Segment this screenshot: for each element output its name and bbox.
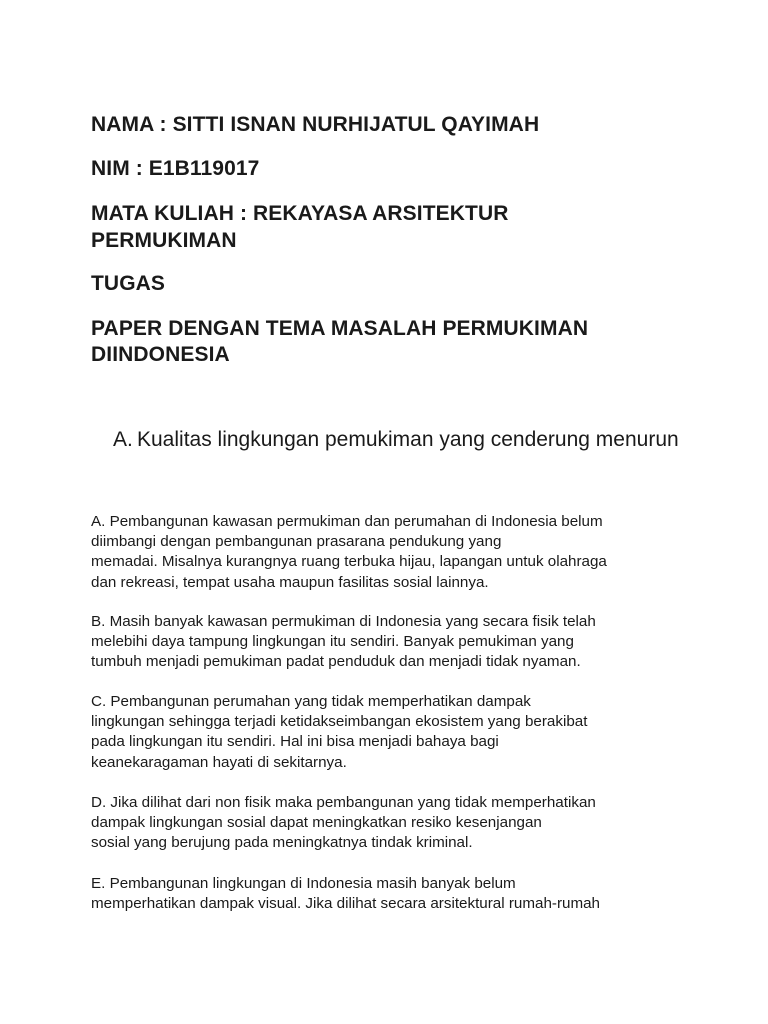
- header-nama: NAMA : SITTI ISNAN NURHIJATUL QAYIMAH: [91, 113, 540, 136]
- paragraph-line: memadai. Misalnya kurangnya ruang terbuka hijau, lapangan untuk olahraga: [91, 553, 607, 571]
- paragraph-line: tumbuh menjadi pemukiman padat penduduk dan menjadi tidak nyaman.: [91, 653, 581, 671]
- header-paper-line1: PAPER DENGAN TEMA MASALAH PERMUKIMAN: [91, 317, 589, 340]
- paragraph-line: A. Pembangunan kawasan permukiman dan perumahan di Indonesia belum: [91, 513, 603, 530]
- section-title-text: Kualitas lingkungan pemukiman yang cenderung menurun: [137, 428, 679, 451]
- paragraph-line: sosial yang berujung pada meningkatnya tindak kriminal.: [91, 834, 473, 852]
- section-marker: A.: [113, 428, 133, 451]
- paragraph-a: [91, 512, 681, 593]
- paragraph-line: memperhatikan dampak visual. Jika dilihat secara arsitektural rumah-rumah: [91, 895, 600, 913]
- section-heading: [113, 426, 713, 454]
- header-tugas: TUGAS: [91, 272, 165, 295]
- paragraph-line: C. Pembangunan perumahan yang tidak memperhatikan dampak: [91, 693, 531, 710]
- paragraph-line: dampak lingkungan sosial dapat meningkatkan resiko kesenjangan: [91, 814, 542, 832]
- paragraph-line: lingkungan sehingga terjadi ketidakseimbangan ekosistem yang berakibat: [91, 713, 588, 731]
- paragraph-d: [91, 793, 681, 854]
- paragraph-line: diimbangi dengan pembangunan prasarana pendukung yang: [91, 533, 502, 551]
- header-mata-kuliah-line1: MATA KULIAH : REKAYASA ARSITEKTUR: [91, 202, 509, 225]
- paragraph-line: pada lingkungan itu sendiri. Hal ini bisa menjadi bahaya bagi: [91, 733, 499, 751]
- header-nim: NIM : E1B119017: [91, 157, 260, 180]
- paragraph-line: B. Masih banyak kawasan permukiman di Indonesia yang secara fisik telah: [91, 613, 596, 630]
- paragraph-e: [91, 874, 681, 914]
- header-mata-kuliah-line2: PERMUKIMAN: [91, 229, 237, 252]
- paragraph-line: melebihi daya tampung lingkungan itu sendiri. Banyak pemukiman yang: [91, 633, 574, 651]
- paragraph-c: [91, 692, 681, 773]
- paragraph-line: keanekaragaman hayati di sekitarnya.: [91, 753, 347, 771]
- paragraph-line: E. Pembangunan lingkungan di Indonesia masih banyak belum: [91, 875, 516, 892]
- header-paper-line2: DIINDONESIA: [91, 343, 230, 366]
- paragraph-b: [91, 612, 681, 673]
- paragraph-line: dan rekreasi, tempat usaha maupun fasilitas sosial lainnya.: [91, 573, 489, 591]
- paragraph-line: D. Jika dilihat dari non fisik maka pembangunan yang tidak memperhatikan: [91, 794, 596, 811]
